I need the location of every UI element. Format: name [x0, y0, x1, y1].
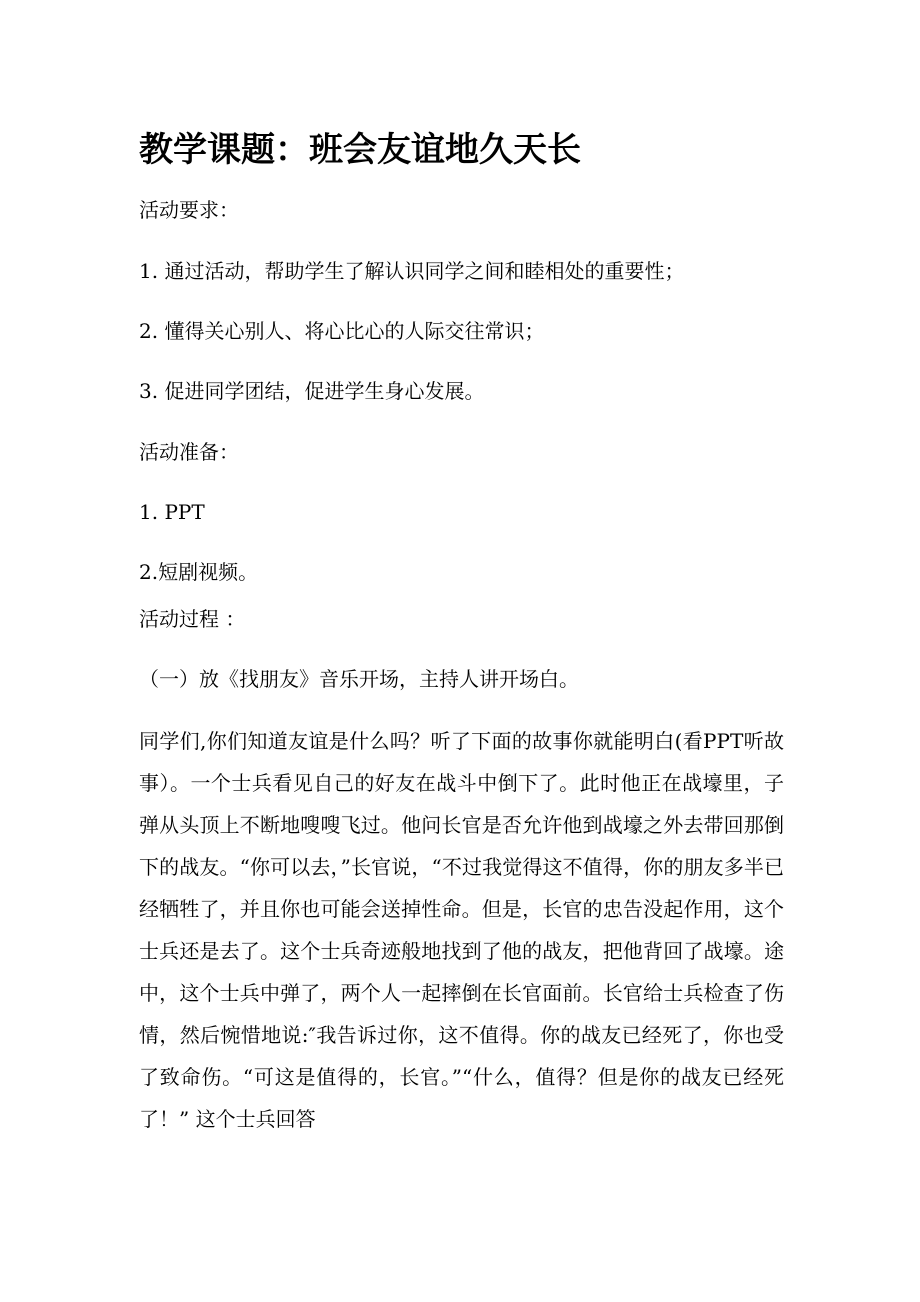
requirement-item-2: 2. 懂得关心别人、将心比心的人际交往常识；	[139, 319, 545, 343]
section-heading-requirements: 活动要求：	[139, 198, 239, 222]
preparation-item-1: 1. PPT	[139, 500, 205, 524]
page-title: 教学课题：班会友谊地久天长	[139, 130, 581, 170]
requirement-item-3: 3. 促进同学团结，促进学生身心发展。	[139, 379, 485, 403]
section-heading-process: 活动过程 ：	[139, 607, 246, 631]
requirement-item-1: 1. 通过活动，帮助学生了解认识同学之间和睦相处的重要性；	[139, 259, 685, 283]
section-heading-preparation: 活动准备：	[139, 440, 239, 464]
process-step-1: （一）放《找朋友》音乐开场，主持人讲开场白。	[139, 667, 579, 691]
preparation-item-2: 2.短剧视频。	[139, 560, 259, 584]
story-paragraph: 同学们,你们知道友谊是什么吗？听了下面的故事你就能明白(看PPT听故事）。一个士兵看见自己的好友在战斗中倒下了。此时他正在战壕里，子弹从头顶上不断地嗖嗖飞过。他问长官是否允许他到战壕之外去带回那倒下的战友。“你可以去，”长官说，“不过我觉得这不值得，你的朋友多半已经牺牲了，并且你也可能会送掉性命。但是，长官的忠告没起作用，这个士兵还是去了。这个士兵奇迹般地找到了他的战友，把他背回了战壕。途中，这个士兵中弹了，两个人一起摔倒在长官面前。长官给士兵检查了伤情，然后惋惜地说:″我告诉过你，这不值得。你的战友已经死了，你也受了致命伤。“可这是值得的，长官。”“什么，值得？但是你的战友已经死了！” 这个士兵回答	[139, 729, 784, 1131]
